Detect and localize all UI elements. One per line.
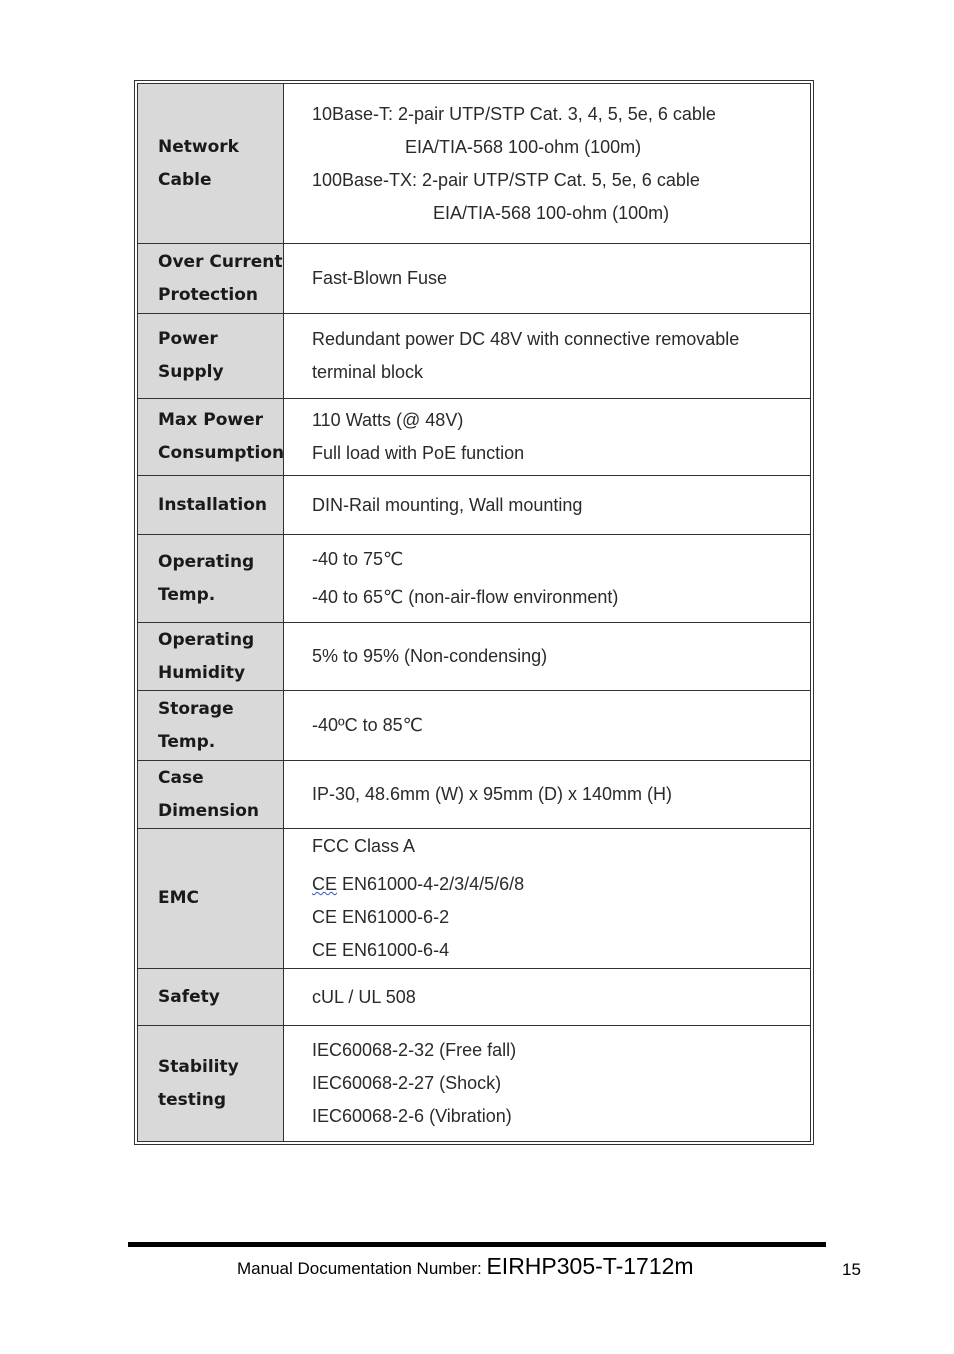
spec-value: 10Base-T: 2-pair UTP/STP Cat. 3, 4, 5, 5e, 6 cable EIA/TIA-568 100-ohm (100m) 100Base-TX: 2-pair UTP/STP Cat. 5, 5e, 6 cable EIA/TIA-568 100-ohm (100m) (284, 84, 811, 244)
spec-label: Safety (138, 969, 284, 1026)
spec-row-operating-temp (138, 535, 811, 623)
spec-row-storage-temp (138, 691, 811, 761)
spec-value: IEC60068-2-32 (Free fall) IEC60068-2-27 (Shock) IEC60068-2-6 (Vibration) (284, 1026, 811, 1142)
spec-row-power-supply (138, 314, 811, 399)
spec-row-case-dimension (138, 761, 811, 829)
footer-doc-number (237, 1253, 694, 1280)
spec-value: 5% to 95% (Non-condensing) (284, 623, 811, 691)
spec-value: IP-30, 48.6mm (W) x 95mm (D) x 140mm (H) (284, 761, 811, 829)
spec-label: Operating Humidity (138, 623, 284, 691)
spell-check-underline: CE (312, 874, 338, 894)
footer-doc-code: EIRHP305-T-1712m (486, 1253, 694, 1279)
spec-value: FCC Class A CE EN61000-4-2/3/4/5/6/8 CE EN61000-6-2 CE EN61000-6-4 (284, 829, 811, 969)
spec-row-safety (138, 969, 811, 1026)
spec-row-over-current (138, 244, 811, 314)
spec-value: Fast-Blown Fuse (284, 244, 811, 314)
specification-table (137, 83, 811, 1142)
spec-label: Max Power Consumption (138, 399, 284, 476)
spec-row-network-cable (138, 84, 811, 244)
spec-row-operating-humidity (138, 623, 811, 691)
spec-row-max-power (138, 399, 811, 476)
spec-label: Network Cable (138, 84, 284, 244)
page-number: 15 (842, 1260, 861, 1279)
spec-row-emc (138, 829, 811, 969)
spec-value: Redundant power DC 48V with connective removable terminal block (284, 314, 811, 399)
footer-rule (128, 1242, 826, 1247)
spec-label: Operating Temp. (138, 535, 284, 623)
spec-label: Installation (138, 476, 284, 535)
spec-label: Case Dimension (138, 761, 284, 829)
spec-value: 110 Watts (@ 48V) Full load with PoE function (284, 399, 811, 476)
spec-label: Over Current Protection (138, 244, 284, 314)
spec-label: Storage Temp. (138, 691, 284, 761)
footer-doc-label: Manual Documentation Number: (237, 1259, 487, 1278)
spec-value: DIN-Rail mounting, Wall mounting (284, 476, 811, 535)
specification-table-frame (134, 80, 814, 1145)
spec-value: cUL / UL 508 (284, 969, 811, 1026)
spec-label: Stability testing (138, 1026, 284, 1142)
spec-row-stability-testing (138, 1026, 811, 1142)
spec-row-installation (138, 476, 811, 535)
spec-value: -40ºC to 85℃ (284, 691, 811, 761)
spec-label: Power Supply (138, 314, 284, 399)
spec-label: EMC (138, 829, 284, 969)
spec-value: -40 to 75℃ -40 to 65℃ (non-air-flow environment) (284, 535, 811, 623)
